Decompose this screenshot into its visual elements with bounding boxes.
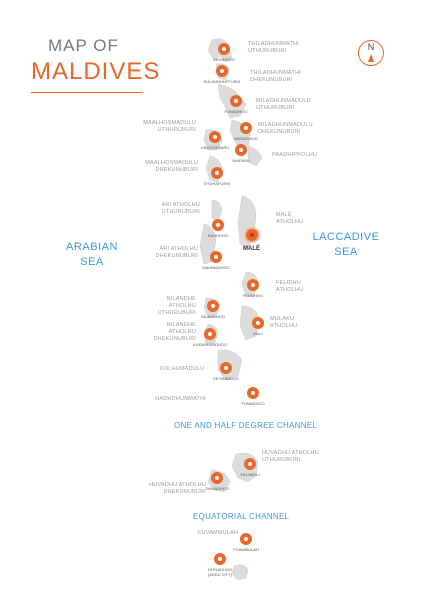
city-marker-muli[interactable] — [252, 317, 264, 329]
city-marker-ungoofaaru[interactable] — [209, 131, 221, 143]
region-label-ari-s: ARI ATHOLHU DHEKUNUBURI — [155, 246, 198, 259]
city-marker-manadhoo[interactable] — [240, 122, 252, 134]
city-label-felidhoo: FELIDHOO — [242, 293, 264, 298]
compass-north-label: N — [367, 42, 375, 52]
city-label-villingili: VILLINGILI — [240, 472, 260, 477]
city-label-thinadhoo: THINADHOO — [205, 486, 229, 491]
city-label-ungoofaaru: UNGOOFAARU — [200, 145, 230, 150]
city-marker-naifaru[interactable] — [235, 144, 247, 156]
city-marker-didhdhoo[interactable] — [218, 43, 230, 55]
map-title: MALDIVES — [31, 58, 161, 85]
island-addu — [232, 565, 248, 580]
city-marker-funadhoo[interactable] — [230, 95, 242, 107]
city-label-veymandoo: VEYMANDOO — [212, 376, 240, 381]
sea-label-arabian: ARABIAN SEA — [66, 241, 118, 268]
city-marker-male-capital[interactable] — [244, 227, 260, 243]
region-label-ari-n: ARI ATHOLHU UTHURUBURI — [161, 202, 200, 215]
region-label-miladhunmadulu-s: MILADHUNMADULU DHEKUNUBURI — [258, 122, 313, 135]
city-label-foammulah: FOAMMULAH — [233, 547, 259, 552]
city-label-naifaru: NAIFARU — [232, 158, 250, 163]
city-label-nilandhoo: NILANDHOO — [201, 314, 225, 319]
city-marker-kudahuvadhoo[interactable] — [204, 328, 216, 340]
city-label-kudahuvadhoo: KUDAHUVADHOO — [193, 342, 227, 347]
channel-label-equatorial: EQUATORIAL CHANNEL — [193, 512, 290, 521]
city-label-muli: MULI — [253, 331, 263, 336]
region-label-paadhippolhu: PAADHIPPOLHU — [272, 152, 318, 158]
region-label-fuvammulah: FUVAMMULAH — [198, 530, 239, 536]
city-marker-veymandoo[interactable] — [220, 362, 232, 374]
city-marker-nilandhoo[interactable] — [207, 300, 219, 312]
city-marker-kulhudhuffushi[interactable] — [216, 65, 228, 77]
city-marker-hithadhoo[interactable] — [214, 553, 226, 565]
island-paadhippolhu — [248, 146, 262, 166]
city-label-fonadhoo: FONADHOO — [241, 401, 265, 406]
region-label-thiladhunmathi-n: THILADHUNMATHI UTHURUBURI — [248, 41, 299, 54]
region-label-huvadhu-s: HUVADHU ATHOLHU DHEKUNUBURI — [149, 482, 206, 495]
city-marker-villingili[interactable] — [244, 458, 256, 470]
city-marker-foammulah[interactable] — [240, 533, 252, 545]
city-marker-mahibadhoo[interactable] — [210, 251, 222, 263]
city-marker-thinadhoo[interactable] — [211, 472, 223, 484]
map-title-prefix: MAP OF — [48, 36, 119, 55]
city-marker-fonadhoo[interactable] — [247, 387, 259, 399]
region-label-nilandhe-s: NILANDHE ATHOLHU DHEKUNUBURI — [153, 322, 196, 342]
city-label-manadhoo: MANADHOO — [234, 136, 258, 141]
city-label-funadhoo: FUNADHOO — [224, 109, 248, 114]
city-label-mahibadhoo: MAHIBADHOO — [202, 265, 230, 270]
city-marker-rasdhoo[interactable] — [212, 219, 224, 231]
region-label-mulaku: MULAKU ATHOLHU — [270, 316, 298, 329]
region-label-male-atoll: MALÉ ATHOLHU — [276, 212, 304, 225]
region-label-maalhosmadulu-n: MAALHOSMADULU UTHURUBURI — [143, 120, 196, 133]
city-marker-felidhoo[interactable] — [247, 279, 259, 291]
city-label-kulhudhuffushi: KULHUDHUFFUSHI — [203, 79, 241, 84]
city-label-didhdhoo: DIDHDHOO — [213, 57, 235, 62]
sea-label-laccadive: LACCADIVE SEA — [312, 231, 380, 258]
region-label-maalhosmadulu-s: MAALHOSMADULU DHEKUNUBURI — [145, 160, 198, 173]
region-label-huvadhu-n: HUVADHU ATHOLHU UTHURUBURI — [262, 450, 319, 463]
region-label-hadhdhunmathi: HADHDHUNMATHI — [155, 396, 206, 402]
city-marker-eydhafushi[interactable] — [211, 167, 223, 179]
region-label-miladhunmadulu-n: MILADHUNMADULU UTHURUBURI — [256, 98, 311, 111]
region-label-kolhumadulu: KOLHUMADULU — [160, 366, 205, 372]
channel-label-one-and-half: ONE AND HALF DEGREE CHANNEL — [174, 421, 318, 430]
region-label-thiladhunmathi-s: THILADHUNMATHI DHEKUNUBURI — [250, 70, 301, 83]
city-label-rasdhoo: RASDHOO — [207, 233, 229, 238]
city-label-hithadhoo: HITHADHOO (ADDU CITY) — [207, 567, 233, 577]
region-label-felidhu: FELIDHU ATHOLHU — [276, 280, 304, 293]
region-label-nilandhe-n: NILANDHE ATHOLHU UTHURUBURI — [157, 296, 196, 316]
city-label-male-capital: MALÉ — [243, 246, 260, 252]
city-label-eydhafushi: EYDHAFUSHI — [204, 181, 230, 186]
